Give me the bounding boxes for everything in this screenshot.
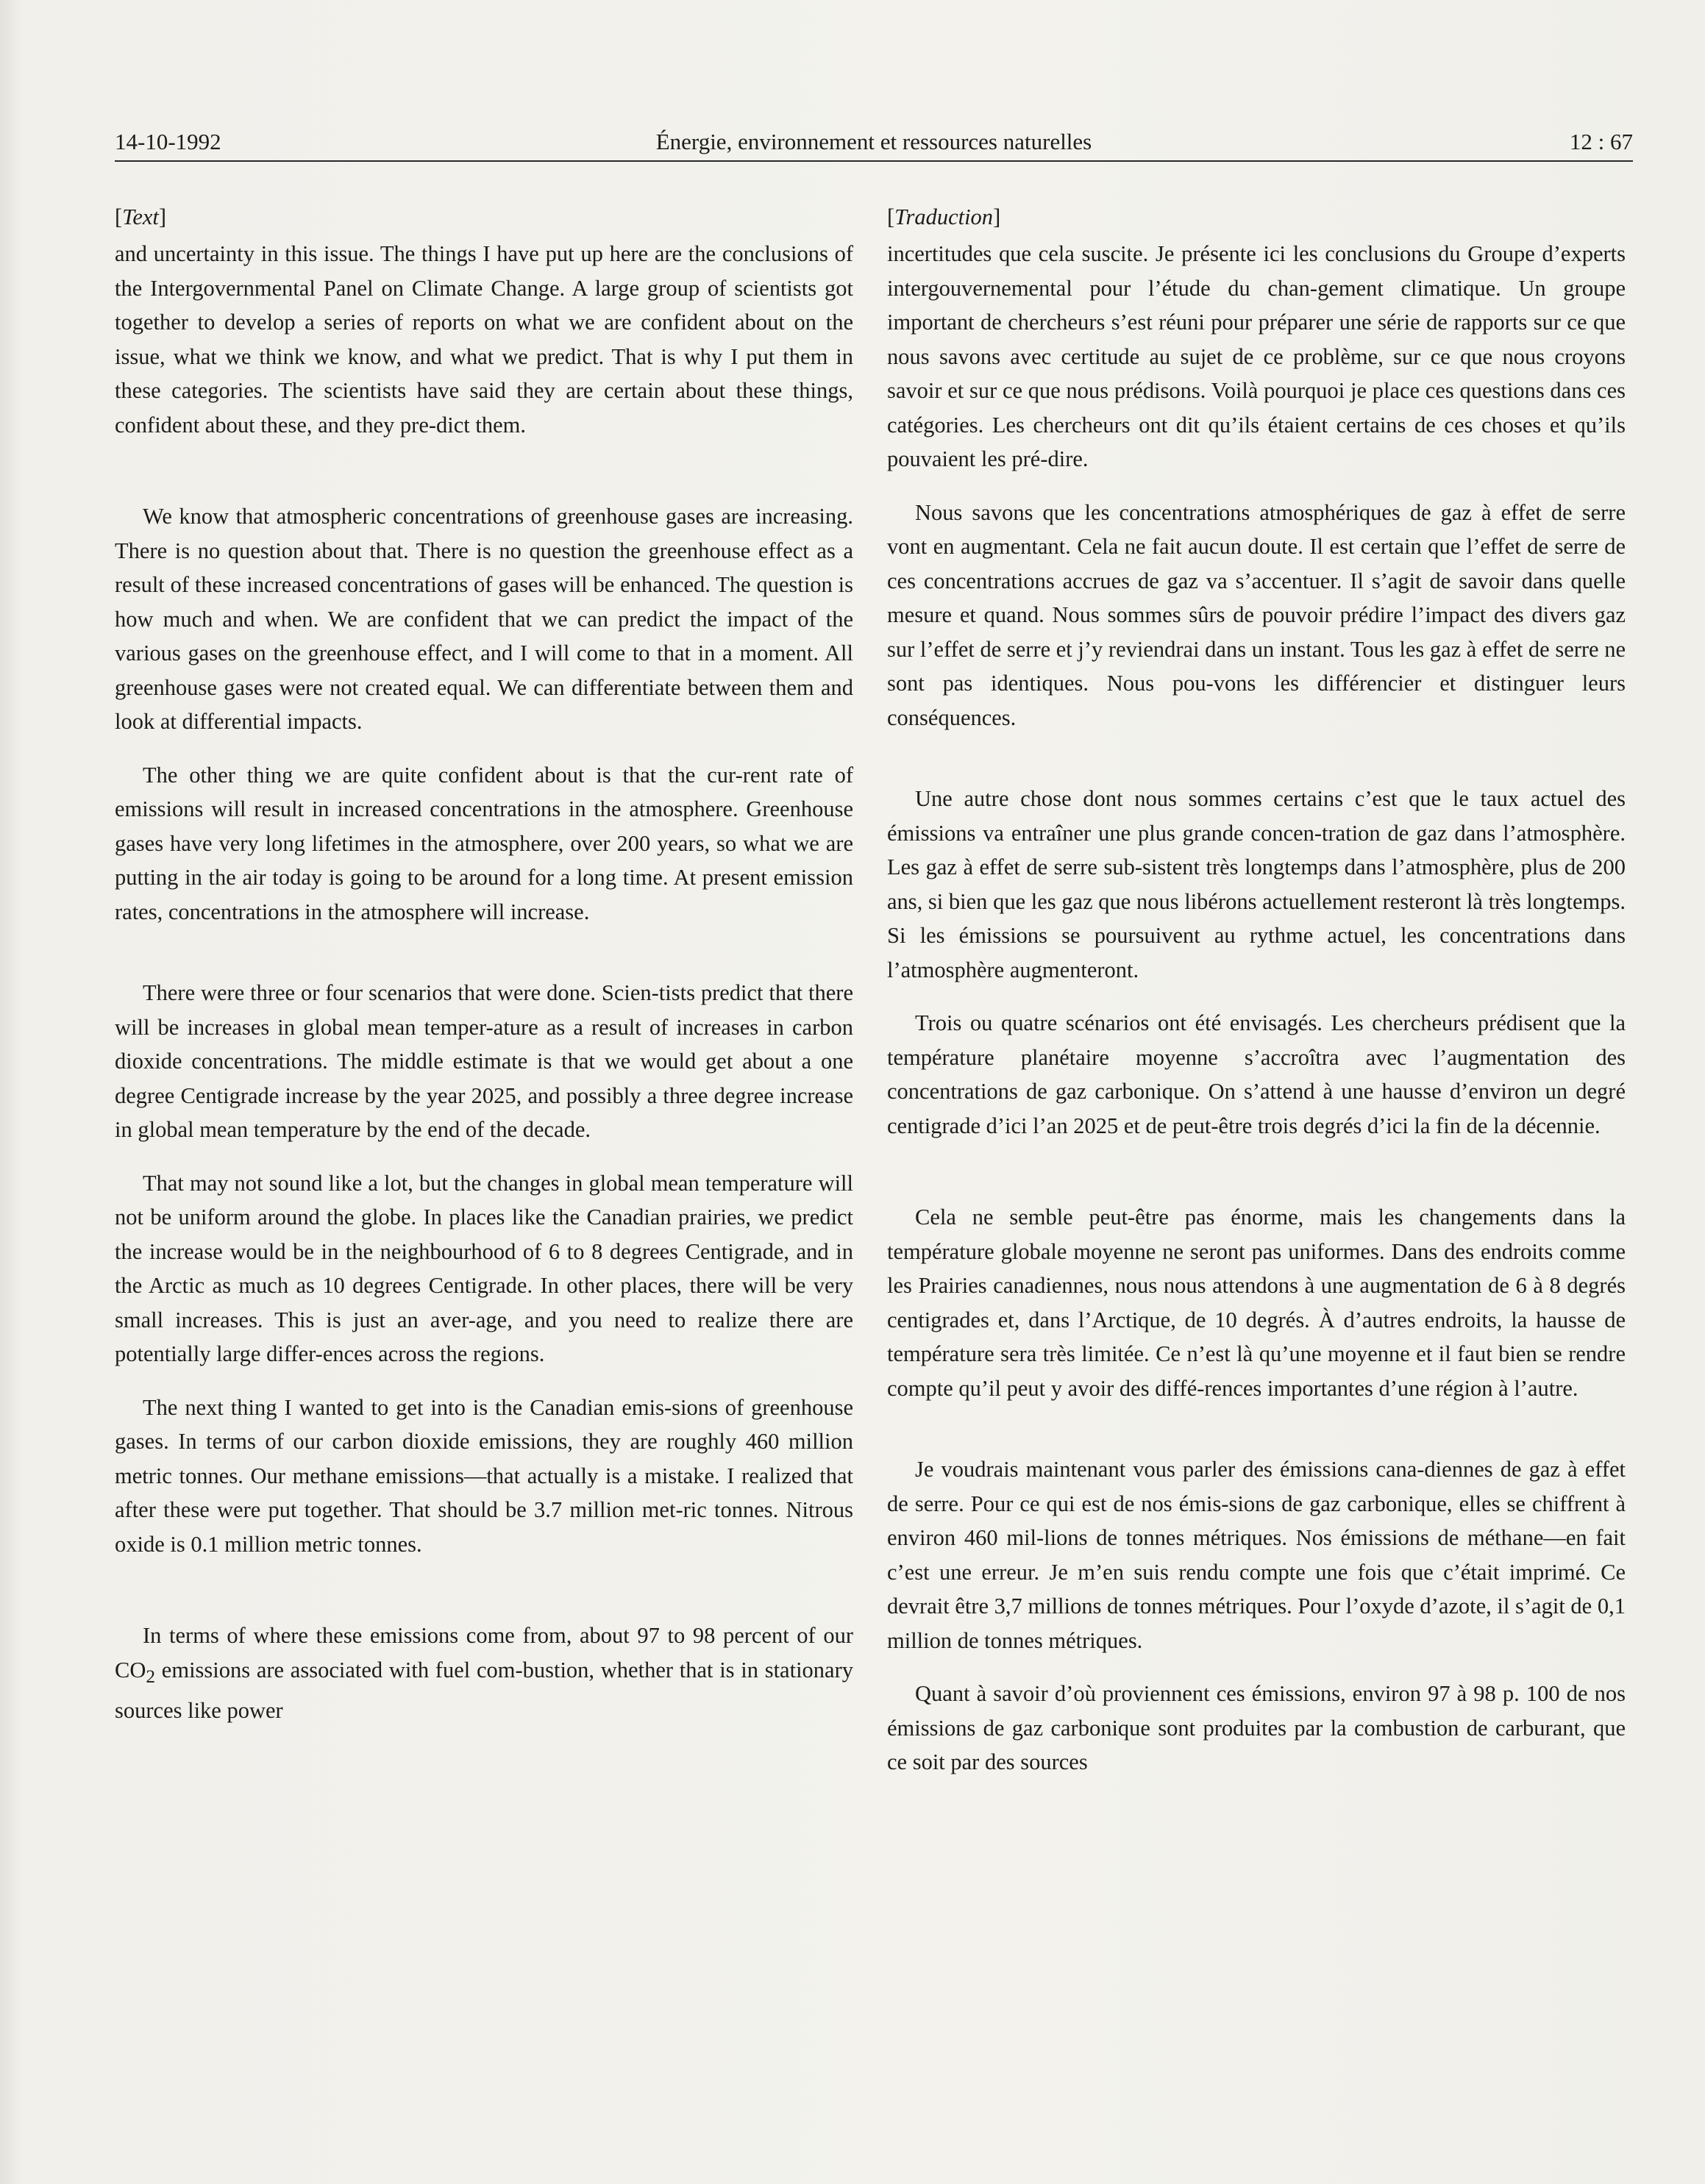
column-label-traduction: [Traduction] [887,204,1001,229]
header-date: 14-10-1992 [115,129,221,154]
paragraph: Nous savons que les concentrations atmosphériques de gaz à effet de serre vont en augmentant. Cela ne fait aucun doute. Il est certain que l’effet de serre de ces concentrations accrues de gaz va s’accentuer. Il s’agit de savoir dans quelle mesure et quand. Nous sommes sûrs de pouvoir prédire l’impact des divers gaz sur l’effet de serre et j’y reviendrai dans un instant. Tous les gaz à effet de serre ne sont pas identiques. Nous pou-vons les différencier et distinguer leurs conséquences. [887,499,1626,730]
paragraph: There were three or four scenarios that were done. Scien-tists predict that there will be increases in global mean temper-ature as a result of increases in carbon dioxide concentrations. The middle estimate is that we would get about a one degree Centigrade increase by the year 2025, and possibly a three degree increase in global mean temperature by the end of the decade. [115,980,853,1142]
column-label-text: [Text] [115,204,167,229]
paragraph: Trois ou quatre scénarios ont été envisagés. Les chercheurs prédisent que la température planétaire moyenne s’accroîtra avec l’augmentation des concentrations de gaz carbonique. On s’attend à une hausse d’environ un degré centigrade d’ici l’an 2025 et de peut-être trois degrés d’ici la fin de la décennie. [887,1010,1626,1138]
header-page-number: 12 : 67 [1569,129,1633,154]
paragraph: Je voudrais maintenant vous parler des émissions cana-diennes de gaz à effet de serre. Pour ce qui est de nos émis-sions de gaz carbonique, elles se chiffrent à environ 460 mil-lions de tonnes métriques. Nos émissions de méthane—en fait c’est une erreur. Je m’en suis rendu compte une fois que c’était imprimé. Ce devrait être 3,7 millions de tonnes métriques. Pour l’oxyde d’azote, il s’agit de 0,1 million de tonnes métriques. [887,1457,1626,1653]
paragraph: The next thing I wanted to get into is the Canadian emis-sions of greenhouse gases. In terms of our carbon dioxide emissions, they are roughly 460 million metric tonnes. Our methane emissions—that actually is a mistake. I realized that after these were put together. That should be 3.7 million met-ric tonnes. Nitrous oxide is 0.1 million metric tonnes. [115,1394,853,1557]
paragraph: We know that atmospheric concentrations of greenhouse gases are increasing. There is no question about that. There is no question the greenhouse effect as a result of these increased concentrations of gases will be enhanced. The question is how much and when. We are confident that we can predict the impact of the various gases on the greenhouse effect, and I will come to that in a moment. All greenhouse gases were not created equal. We can differentiate between them and look at differential impacts. [115,504,853,734]
english-column [115,200,853,1728]
paragraph: Cela ne semble peut-être pas énorme, mais les changements dans la température globale moyenne ne seront pas uniformes. Dans des endroits comme les Prairies canadiennes, nous nous attendons à une augmentation de 6 à 8 degrés centigrades et, dans l’Arctique, de 10 degrés. À d’autres endroits, la hausse de température sera très limitée. Ce n’est là qu’une moyenne et il faut bien se rendre compte qu’il peut y avoir des diffé-rences importantes d’une région à l’autre. [887,1205,1626,1401]
paragraph: Une autre chose dont nous sommes certains c’est que le taux actuel des émissions va entraîner une plus grande concen-tration de gaz dans l’atmosphère. Les gaz à effet de serre sub-sistent très longtemps dans l’atmosphère, plus de 200 ans, si bien que les gaz que nous libérons actuellement resteront là très longtemps. Si les émissions se poursuivent au rythme actuel, les concentrations dans l’atmosphère augmenteront. [887,786,1626,982]
paragraph: Quant à savoir d’où proviennent ces émissions, environ 97 à 98 p. 100 de nos émissions de gaz carbonique sont produites par la combustion de carburant, que ce soit par des sources [887,1681,1626,1774]
paragraph-co2: In terms of where these emissions come from, about 97 to 98 percent of our $CO_2$ emissions are associated with fuel com-bustion, whether that is in stationary sources like power [115,1623,853,1724]
paragraph: and uncertainty in this issue. The things I have put up here are the conclusions of the Intergovernmental Panel on Climate Change. A large group of scientists got together to develop a series of reports on what we are confident about on the issue, what we think we know, and what we predict. That is why I put them in these categories. The scientists have said they are certain about these things, confident about these, and they pre-dict them. [115,241,853,438]
header-title: Énergie, environnement et ressources naturelles [655,129,1092,154]
french-column [887,200,1626,1780]
paragraph: That may not sound like a lot, but the changes in global mean temperature will not be uniform around the globe. In places like the Canadian prairies, we predict the increase would be in the neighbourhood of 6 to 8 degrees Centigrade, and in the Arctic as much as 10 degrees Centigrade. In other places, there will be very small increases. This is just an aver-age, and you need to realize there are potentially large differ-ences across the regions. [115,1170,853,1366]
paragraph: incertitudes que cela suscite. Je présente ici les conclusions du Groupe d’experts intergouvernemental pour l’étude du chan-gement climatique. Un groupe important de chercheurs s’est réuni pour préparer une série de rapports sur ce que nous savons avec certitude au sujet de ce problème, sur ce que nous croyons savoir et sur ce que nous prédisons. Voilà pourquoi je place ces questions dans ces catégories. Les chercheurs ont dit qu’ils étaient certains de ces choses et qu’ils pouvaient les pré-dire. [887,241,1626,471]
header-rule [115,160,1633,162]
running-header [115,125,1633,159]
paragraph: The other thing we are quite confident about is that the cur-rent rate of emissions will result in increased concentrations in the atmosphere. Greenhouse gases have very long lifetimes in the atmosphere, over 200 years, so what we are putting in the air today is going to be around for a long time. At present emission rates, concentrations in the atmosphere will increase. [115,762,853,924]
